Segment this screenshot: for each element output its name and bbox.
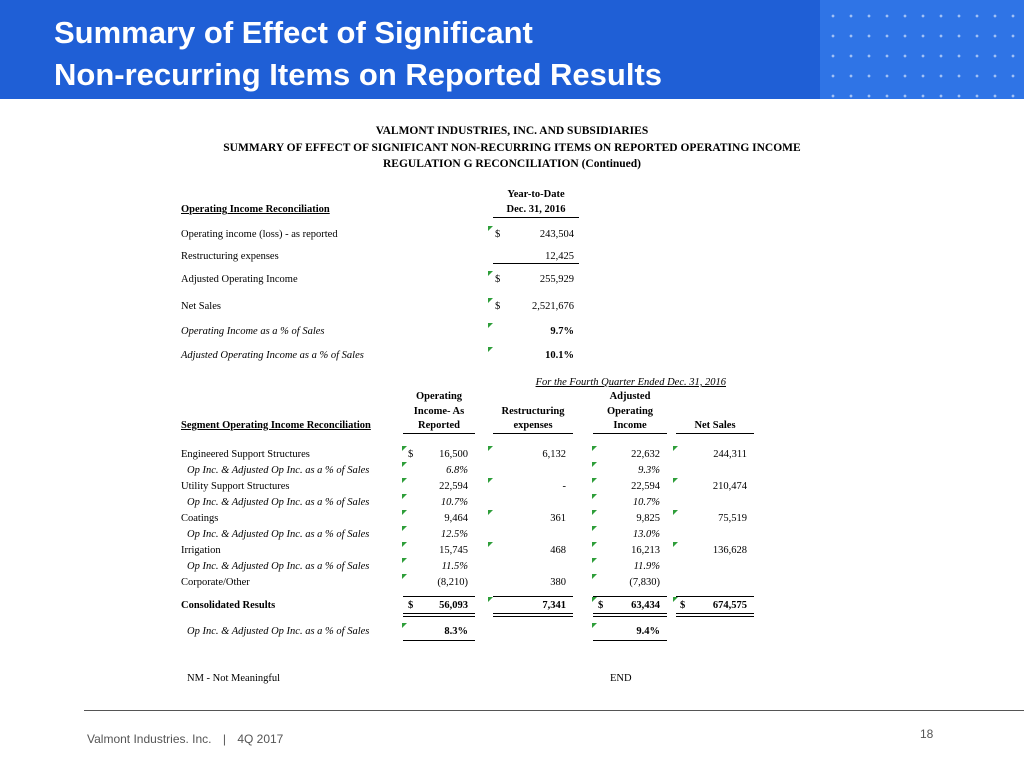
- segment-pct-adjusted: 11.9%: [633, 561, 660, 572]
- cell-marker-icon: [402, 558, 407, 563]
- oi-row-label: Adjusted Operating Income: [181, 274, 298, 285]
- segment-net-sales: 136,628: [712, 545, 747, 556]
- consolidated-double-rule: [493, 613, 573, 617]
- reported-header-line2: Income- As: [413, 406, 465, 417]
- cell-marker-icon: [592, 446, 597, 451]
- cell-marker-icon: [592, 542, 597, 547]
- cell-marker-icon: [673, 478, 678, 483]
- cell-marker-icon: [402, 446, 407, 451]
- oi-row-value: 12,425: [545, 251, 574, 262]
- oi-row-currency: $: [495, 229, 501, 240]
- footer-divider: [84, 710, 1024, 711]
- segment-name: Irrigation: [181, 545, 221, 556]
- net-sales-header: Net Sales: [694, 420, 736, 431]
- segment-reported: 9,464: [444, 513, 468, 524]
- report-company: VALMONT INDUSTRIES, INC. AND SUBSIDIARIES: [375, 125, 649, 137]
- nm-note: NM - Not Meaningful: [187, 673, 281, 684]
- page-number: 18: [920, 727, 934, 741]
- consolidated-currency: $: [598, 600, 604, 611]
- segment-restructuring: 468: [550, 545, 566, 556]
- segment-pct-adjusted: 9.3%: [638, 465, 660, 476]
- cell-marker-icon: [488, 347, 493, 352]
- cell-marker-icon: [488, 298, 493, 303]
- consolidated-pct-rule: [403, 640, 475, 641]
- adjusted-header-line2: Operating: [606, 406, 654, 417]
- footer: [87, 732, 283, 746]
- segment-reported: 15,745: [439, 545, 468, 556]
- cell-marker-icon: [673, 542, 678, 547]
- consolidated-double-rule: [593, 613, 667, 617]
- adjusted-header-line3: Income: [613, 420, 647, 431]
- cell-marker-icon: [488, 510, 493, 515]
- segment-name: Utility Support Structures: [181, 481, 290, 492]
- segment-pct-label: Op Inc. & Adjusted Op Inc. as a % of Sales: [187, 561, 370, 572]
- net-sales-header-underline: [676, 433, 754, 434]
- oi-row-label: Operating income (loss) - as reported: [181, 229, 338, 240]
- page-title-line2: Non-recurring Items on Reported Results: [54, 57, 663, 92]
- corporate-adjusted: (7,830): [629, 577, 660, 588]
- oi-row-value: 10.1%: [545, 350, 574, 361]
- segment-name: Engineered Support Structures: [181, 449, 310, 460]
- cell-marker-icon: [488, 226, 493, 231]
- end-note: END: [610, 673, 632, 684]
- segment-pct-reported: 10.7%: [440, 497, 468, 508]
- cell-marker-icon: [592, 597, 597, 602]
- oi-row-value: 243,504: [539, 229, 574, 240]
- reported-header-underline: [403, 433, 475, 434]
- reported-header-line1: Operating: [415, 391, 463, 402]
- ytd-header-underline: [493, 217, 579, 218]
- corporate-reported: (8,210): [437, 577, 468, 588]
- consolidated-top-rule: [403, 596, 475, 597]
- report-subheading: REGULATION G RECONCILIATION (Continued): [382, 158, 642, 170]
- consolidated-currency: $: [408, 600, 414, 611]
- segment-pct-label: Op Inc. & Adjusted Op Inc. as a % of Sales: [187, 529, 370, 540]
- consolidated-restructuring: 7,341: [542, 600, 566, 611]
- consolidated-net-sales: 674,575: [712, 600, 747, 611]
- segment-period: For the Fourth Quarter Ended Dec. 31, 2016: [535, 377, 726, 388]
- reported-header-line3: Reported: [418, 420, 460, 431]
- oi-row-label: Adjusted Operating Income as a % of Sales: [181, 350, 364, 361]
- segment-restructuring: 6,132: [542, 449, 566, 460]
- oi-row-currency: $: [495, 301, 501, 312]
- consolidated-pct-adjusted: 9.4%: [636, 626, 660, 637]
- restructuring-header-line1: Restructuring: [501, 406, 565, 417]
- corporate-restructuring: 380: [550, 577, 566, 588]
- consolidated-name: Consolidated Results: [181, 600, 276, 611]
- cell-marker-icon: [488, 597, 493, 602]
- cell-marker-icon: [592, 574, 597, 579]
- consolidated-adjusted: 63,434: [631, 600, 660, 611]
- ytd-header-line1: Year-to-Date: [507, 189, 565, 200]
- footer-company: Valmont Industries. Inc.: [87, 732, 212, 746]
- segment-net-sales: 75,519: [718, 513, 747, 524]
- consolidated-double-rule: [676, 613, 754, 617]
- adjusted-header-underline: [593, 433, 667, 434]
- oi-row-value: 255,929: [539, 274, 574, 285]
- adjusted-header-line1: Adjusted: [609, 391, 651, 402]
- segment-pct-reported: 11.5%: [441, 561, 468, 572]
- consolidated-pct-reported: 8.3%: [444, 626, 468, 637]
- oi-row-label: Operating Income as a % of Sales: [181, 326, 325, 337]
- restructuring-header-line2: expenses: [513, 420, 553, 431]
- cell-marker-icon: [402, 478, 407, 483]
- oi-row-label: Net Sales: [181, 301, 221, 312]
- oi-row-value: 9.7%: [550, 326, 574, 337]
- header-dot-pattern: [820, 0, 1024, 99]
- consolidated-reported: 56,093: [439, 600, 468, 611]
- segment-adjusted: 9,825: [636, 513, 660, 524]
- cell-marker-icon: [592, 494, 597, 499]
- segment-pct-adjusted: 13.0%: [632, 529, 660, 540]
- consolidated-double-rule: [403, 613, 475, 617]
- cell-marker-icon: [402, 542, 407, 547]
- cell-marker-icon: [488, 271, 493, 276]
- consolidated-top-rule: [676, 596, 754, 597]
- oi-row-currency: $: [495, 274, 501, 285]
- consolidated-currency: $: [680, 600, 686, 611]
- cell-marker-icon: [402, 462, 407, 467]
- consolidated-pct-label: Op Inc. & Adjusted Op Inc. as a % of Sales: [187, 626, 370, 637]
- cell-marker-icon: [592, 526, 597, 531]
- cell-marker-icon: [592, 623, 597, 628]
- segment-pct-reported: 6.8%: [446, 465, 468, 476]
- consolidated-top-rule: [493, 596, 573, 597]
- segment-pct-label: Op Inc. & Adjusted Op Inc. as a % of Sales: [187, 465, 370, 476]
- footer-separator: |: [222, 732, 226, 746]
- cell-marker-icon: [673, 597, 678, 602]
- cell-marker-icon: [592, 558, 597, 563]
- segment-adjusted: 22,594: [631, 481, 660, 492]
- segment-pct-adjusted: 10.7%: [632, 497, 660, 508]
- restructuring-header-underline: [493, 433, 573, 434]
- segment-adjusted: 16,213: [631, 545, 660, 556]
- consolidated-top-rule: [593, 596, 667, 597]
- cell-marker-icon: [673, 446, 678, 451]
- cell-marker-icon: [488, 446, 493, 451]
- cell-marker-icon: [402, 623, 407, 628]
- segment-pct-reported: 12.5%: [440, 529, 468, 540]
- cell-marker-icon: [488, 542, 493, 547]
- footer-period: 4Q 2017: [237, 732, 284, 746]
- segment-pct-label: Op Inc. & Adjusted Op Inc. as a % of Sales: [187, 497, 370, 508]
- segment-reported: 16,500: [439, 449, 468, 460]
- oi-row-label: Restructuring expenses: [181, 251, 279, 262]
- segment-adjusted: 22,632: [631, 449, 660, 460]
- segment-reported: 22,594: [439, 481, 468, 492]
- oi-row-value: 2,521,676: [532, 301, 574, 312]
- cell-marker-icon: [488, 323, 493, 328]
- header-banner: [0, 0, 1024, 99]
- cell-marker-icon: [488, 478, 493, 483]
- consolidated-pct-rule: [593, 640, 667, 641]
- cell-marker-icon: [592, 462, 597, 467]
- oi-restructuring-underline: [493, 263, 579, 264]
- segment-restructuring: 361: [550, 513, 566, 524]
- cell-marker-icon: [592, 510, 597, 515]
- corporate-name: Corporate/Other: [181, 577, 250, 588]
- cell-marker-icon: [402, 494, 407, 499]
- cell-marker-icon: [673, 510, 678, 515]
- oi-table-label: Operating Income Reconciliation: [181, 204, 330, 215]
- cell-marker-icon: [592, 478, 597, 483]
- segment-currency: $: [408, 449, 414, 460]
- report-heading: SUMMARY OF EFFECT OF SIGNIFICANT NON-RECURRING ITEMS ON REPORTED OPERATING INCOME: [223, 142, 801, 154]
- ytd-header-line2: Dec. 31, 2016: [506, 204, 566, 215]
- segment-restructuring: -: [562, 481, 566, 492]
- segment-table-label: Segment Operating Income Reconciliation: [181, 420, 371, 431]
- cell-marker-icon: [402, 510, 407, 515]
- cell-marker-icon: [402, 574, 407, 579]
- page-title-line1: Summary of Effect of Significant: [54, 15, 533, 50]
- segment-net-sales: 210,474: [712, 481, 747, 492]
- segment-name: Coatings: [181, 513, 219, 524]
- page-title: [54, 12, 662, 96]
- segment-net-sales: 244,311: [713, 449, 747, 460]
- cell-marker-icon: [402, 526, 407, 531]
